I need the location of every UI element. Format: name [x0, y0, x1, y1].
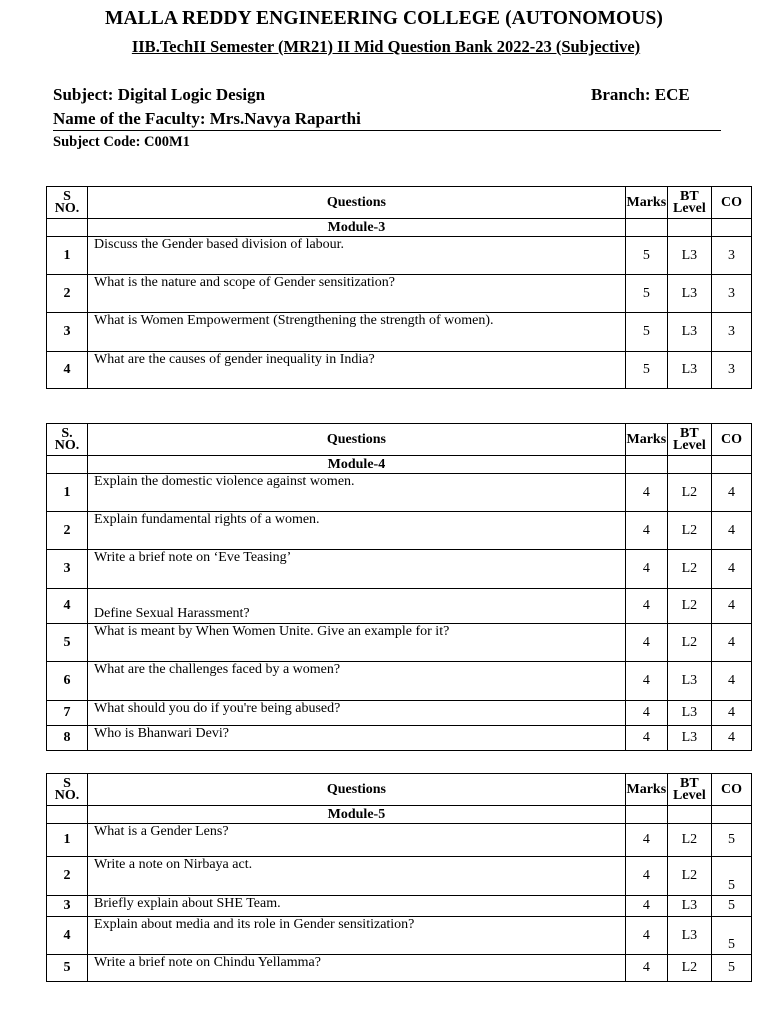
bt-level-cell: L3: [667, 237, 711, 275]
question-text: What is meant by When Women Unite. Give an example for it?: [88, 624, 626, 662]
module-heading: Module-3: [88, 219, 626, 237]
row-number: 2: [47, 275, 88, 313]
questions-header: Questions: [88, 187, 626, 219]
co-cell: 4: [711, 662, 751, 701]
bt-level-cell: L2: [667, 624, 711, 662]
module-heading: Module-4: [88, 456, 626, 474]
question-text: Who is Bhanwari Devi?: [88, 726, 626, 751]
co-cell: 4: [711, 589, 751, 624]
co-cell: 3: [711, 352, 751, 389]
row-number: 4: [47, 589, 88, 624]
table-row: [47, 275, 752, 313]
question-text: What is the nature and scope of Gender sensitization?: [88, 275, 626, 313]
table-row: [47, 726, 752, 751]
bt-level-cell: L3: [667, 313, 711, 352]
bt-level-cell: L2: [667, 550, 711, 589]
row-number: 3: [47, 550, 88, 589]
marks-cell: 4: [625, 474, 667, 512]
marks-header: Marks: [625, 774, 667, 806]
table-row: [47, 512, 752, 550]
marks-cell: 5: [625, 275, 667, 313]
table-row: [47, 237, 752, 275]
co-cell: 5: [711, 824, 751, 857]
row-number: 8: [47, 726, 88, 751]
table-row: [47, 550, 752, 589]
co-cell: 4: [711, 550, 751, 589]
co-cell: 4: [711, 701, 751, 726]
table-row: [47, 955, 752, 982]
bt-level-cell: L2: [667, 474, 711, 512]
marks-cell: 4: [625, 624, 667, 662]
bt-level-cell: L2: [667, 857, 711, 896]
co-cell: 5: [711, 917, 751, 955]
question-text: Write a note on Nirbaya act.: [88, 857, 626, 896]
row-number: 6: [47, 662, 88, 701]
row-number: 7: [47, 701, 88, 726]
sno-header: S NO.: [47, 774, 88, 806]
co-cell: 5: [711, 896, 751, 917]
exam-subtitle: IIB.TechII Semester (MR21) II Mid Question Bank 2022-23 (Subjective): [131, 37, 641, 56]
table-row: [47, 313, 752, 352]
faculty-label: Name of the Faculty: Mrs.Navya Raparthi: [53, 109, 721, 131]
question-table-module-4: [46, 423, 752, 751]
table-row: [47, 624, 752, 662]
marks-cell: 4: [625, 662, 667, 701]
row-number: 1: [47, 824, 88, 857]
question-text: Discuss the Gender based division of labour.: [88, 237, 626, 275]
marks-cell: 4: [625, 824, 667, 857]
marks-cell: 5: [625, 352, 667, 389]
bt-level-cell: L2: [667, 589, 711, 624]
college-title: MALLA REDDY ENGINEERING COLLEGE (AUTONOMOUS): [104, 8, 664, 29]
table-row: [47, 917, 752, 955]
bt-level-cell: L3: [667, 701, 711, 726]
questions-header: Questions: [88, 774, 626, 806]
question-text: Briefly explain about SHE Team.: [88, 896, 626, 917]
bt-level-cell: L3: [667, 662, 711, 701]
marks-cell: 4: [625, 857, 667, 896]
question-text: What is a Gender Lens?: [88, 824, 626, 857]
row-number: 1: [47, 474, 88, 512]
sno-header: S. NO.: [47, 424, 88, 456]
question-text: What are the challenges faced by a women?: [88, 662, 626, 701]
bt-level-header: BT Level: [667, 424, 711, 456]
question-text: Write a brief note on Chindu Yellamma?: [88, 955, 626, 982]
sno-header: S NO.: [47, 187, 88, 219]
row-number: 5: [47, 955, 88, 982]
question-text: Explain about media and its role in Gender sensitization?: [88, 917, 626, 955]
subject-code-label: Subject Code: C00M1: [53, 134, 190, 150]
co-cell: 4: [711, 624, 751, 662]
table-row: [47, 824, 752, 857]
marks-cell: 5: [625, 237, 667, 275]
row-number: 3: [47, 313, 88, 352]
co-cell: 5: [711, 955, 751, 982]
bt-level-cell: L3: [667, 917, 711, 955]
branch-label: Branch: ECE: [591, 85, 690, 104]
co-header: CO: [711, 424, 751, 456]
bt-level-cell: L2: [667, 512, 711, 550]
table-row: [47, 662, 752, 701]
table-row: [47, 352, 752, 389]
marks-cell: 5: [625, 313, 667, 352]
bt-level-header: BT Level: [667, 774, 711, 806]
co-cell: 4: [711, 474, 751, 512]
row-number: 3: [47, 896, 88, 917]
table-row: [47, 701, 752, 726]
question-text: Define Sexual Harassment?: [88, 589, 626, 624]
co-cell: 3: [711, 313, 751, 352]
question-text: Write a brief note on ‘Eve Teasing’: [88, 550, 626, 589]
bt-level-cell: L2: [667, 955, 711, 982]
question-text: What is Women Empowerment (Strengthening the strength of women).: [88, 313, 626, 352]
row-number: 4: [47, 917, 88, 955]
question-text: What are the causes of gender inequality in India?: [88, 352, 626, 389]
marks-header: Marks: [625, 424, 667, 456]
question-table-module-3: [46, 186, 752, 389]
marks-cell: 4: [625, 550, 667, 589]
marks-cell: 4: [625, 917, 667, 955]
question-table-module-5: [46, 773, 752, 982]
question-text: What should you do if you're being abused?: [88, 701, 626, 726]
subject-label: Subject: Digital Logic Design: [53, 85, 266, 104]
co-cell: 4: [711, 512, 751, 550]
row-number: 4: [47, 352, 88, 389]
questions-header: Questions: [88, 424, 626, 456]
table-row: [47, 857, 752, 896]
bt-level-header: BT Level: [667, 187, 711, 219]
marks-cell: 4: [625, 701, 667, 726]
marks-header: Marks: [625, 187, 667, 219]
marks-cell: 4: [625, 955, 667, 982]
question-text: Explain fundamental rights of a women.: [88, 512, 626, 550]
row-number: 2: [47, 857, 88, 896]
co-header: CO: [711, 774, 751, 806]
table-row: [47, 474, 752, 512]
question-text: Explain the domestic violence against women.: [88, 474, 626, 512]
marks-cell: 4: [625, 896, 667, 917]
marks-cell: 4: [625, 589, 667, 624]
table-row: [47, 589, 752, 624]
marks-cell: 4: [625, 512, 667, 550]
bt-level-cell: L3: [667, 352, 711, 389]
bt-level-cell: L3: [667, 726, 711, 751]
bt-level-cell: L3: [667, 896, 711, 917]
module-heading: Module-5: [88, 806, 626, 824]
table-row: [47, 896, 752, 917]
marks-cell: 4: [625, 726, 667, 751]
co-cell: 3: [711, 237, 751, 275]
row-number: 2: [47, 512, 88, 550]
row-number: 5: [47, 624, 88, 662]
row-number: 1: [47, 237, 88, 275]
co-cell: 5: [711, 857, 751, 896]
bt-level-cell: L3: [667, 275, 711, 313]
co-cell: 3: [711, 275, 751, 313]
co-header: CO: [711, 187, 751, 219]
bt-level-cell: L2: [667, 824, 711, 857]
co-cell: 4: [711, 726, 751, 751]
